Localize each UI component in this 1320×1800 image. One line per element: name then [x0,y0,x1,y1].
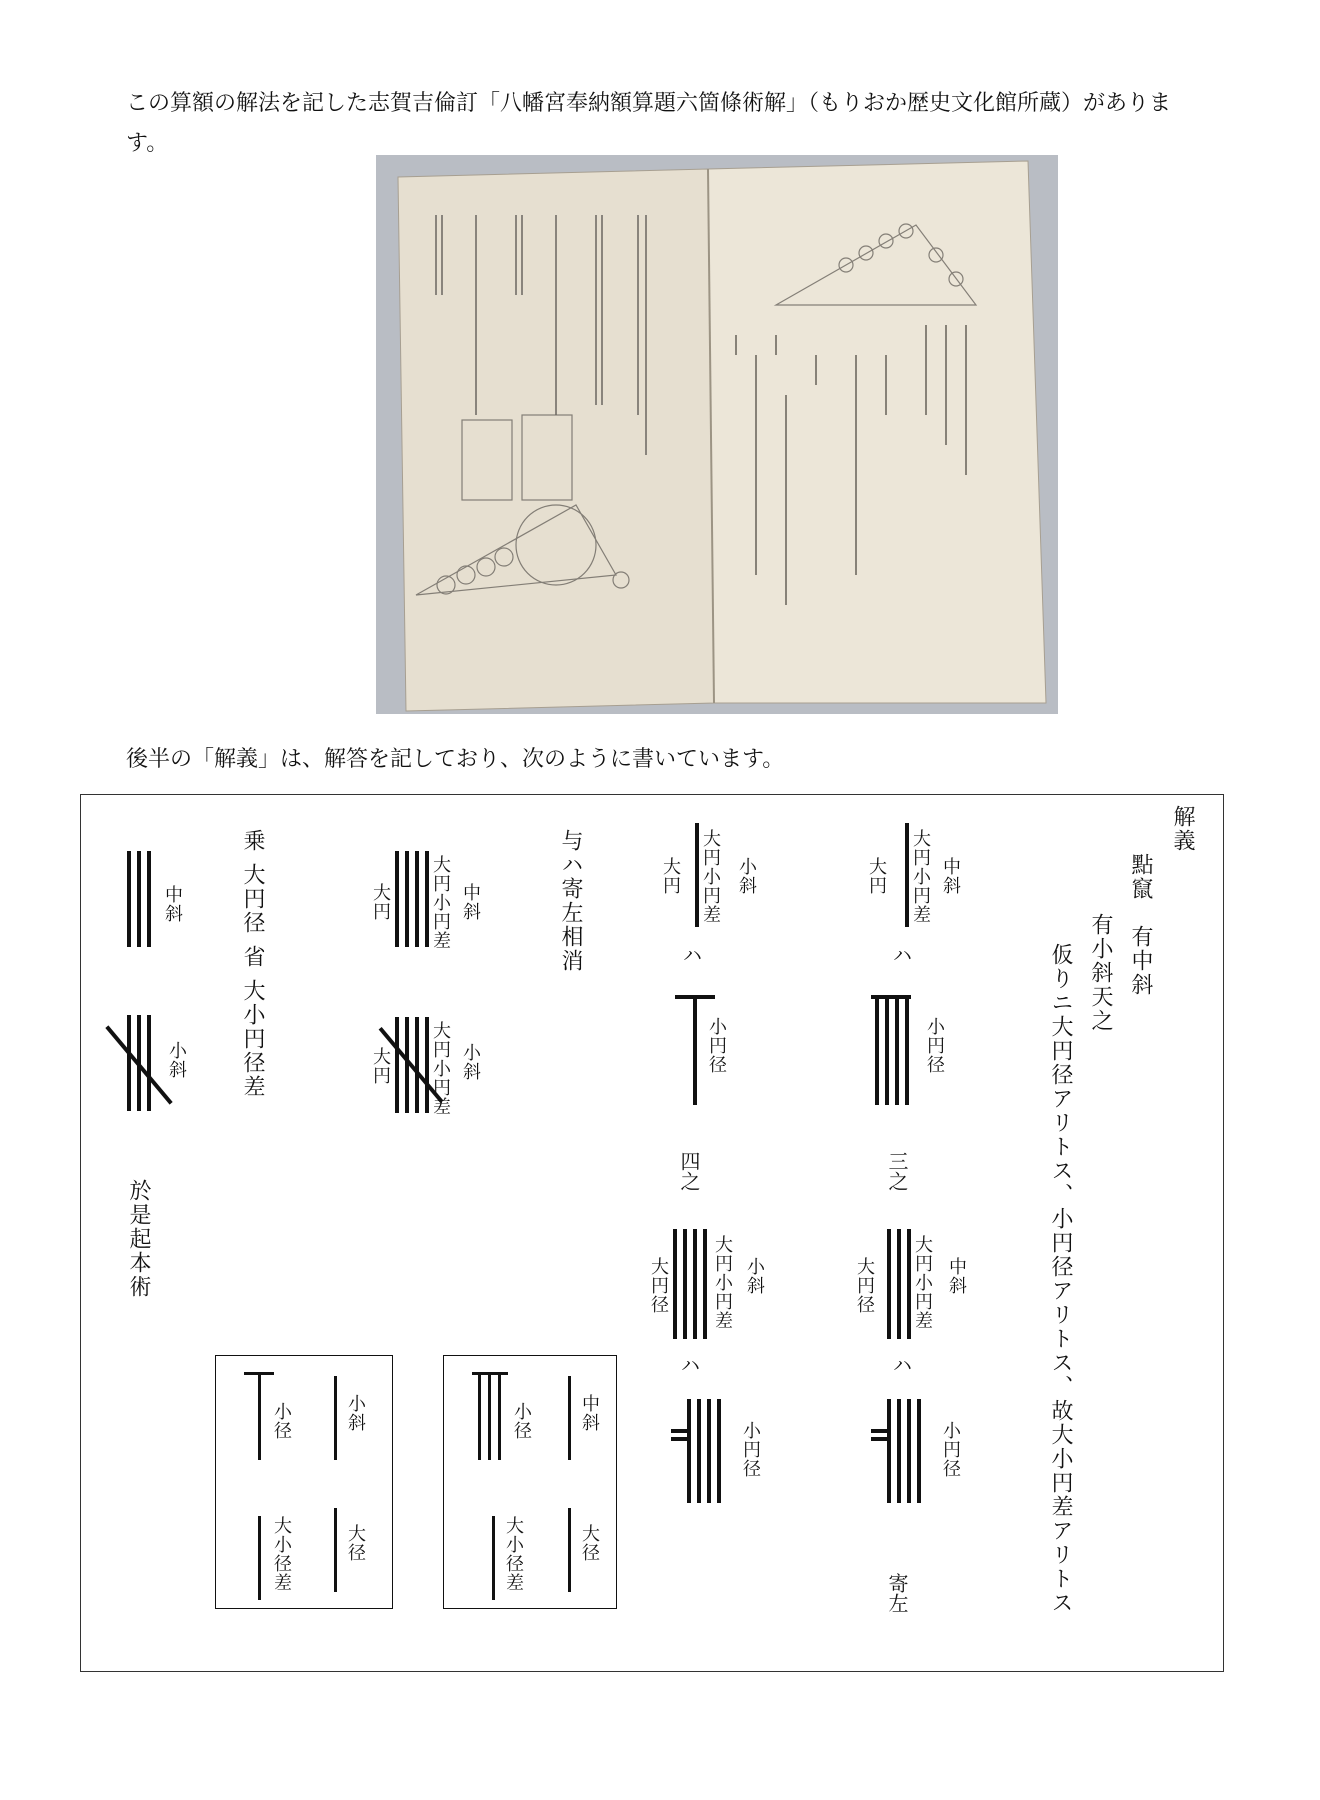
col1-low-label-3: 中斜 [946,1257,967,1295]
counting-rod [478,1372,481,1460]
col5-text [240,829,281,1099]
col1-low-label-2: 大円径 [854,1257,875,1314]
box-left-label-1: 小径 [271,1402,292,1440]
col1-bottom-label: 小円径 [940,1421,961,1478]
counting-rod [905,995,909,1105]
col2-top-label-1: 大円小円差 [700,829,721,924]
counting-rod [697,1399,701,1503]
counting-rod [147,851,151,947]
counting-rod [905,823,909,927]
col4-low-label-2: 大円 [370,1047,391,1085]
counting-rod [907,1399,911,1503]
col2-ha2: ハ [677,1355,701,1375]
col2-top-label-3: 小斜 [736,857,757,895]
counting-rod [334,1508,337,1592]
col1-sannoyuki: 三之 [885,1151,909,1191]
col1-ha2: ハ [889,1355,913,1375]
explanation-line2: 有小斜天之 [1088,913,1113,1033]
col2-ha1: ハ [679,945,703,965]
col1-ha1: ハ [889,945,913,965]
counting-rod [492,1516,495,1600]
counting-rod [147,1015,151,1111]
counting-rod [897,1399,901,1503]
col2-low-label-1: 大円小円差 [712,1235,733,1330]
explanation-box [80,794,1224,1672]
col2-yonnoyuki: 四之 [677,1151,701,1191]
col4-low-label-1: 大円小円差 [430,1021,451,1116]
counting-rod [488,1372,491,1460]
counting-rod [334,1376,337,1460]
counting-rod [425,851,429,947]
col4-top-label-2: 大円 [370,883,391,921]
counting-rod [425,1017,429,1113]
col6-top-label: 中斜 [162,885,183,923]
explanation-line3: 仮りニ大円径アリトス、小円径アリトス、故大小円差アリトス [1048,943,1073,1615]
counting-rod [897,1229,901,1339]
counting-rod [707,1399,711,1503]
col2-bottom-label: 小円径 [740,1421,761,1478]
box-right-label-3: 大小径差 [503,1516,524,1592]
counting-rod [695,823,699,927]
counting-rod [258,1372,261,1460]
col2-mid-label: 小円径 [706,1017,727,1074]
counting-rod [693,995,697,1105]
counting-rod [395,1017,399,1113]
col4-top-label-1: 大円小円差 [430,855,451,950]
col2-low-label-3: 小斜 [744,1257,765,1295]
counting-rod [395,851,399,947]
col6-conclusion: 於是起本術 [126,1179,151,1299]
counting-rod [415,851,419,947]
counting-rod [127,851,131,947]
manuscript-photo [376,155,1058,714]
col1-top-label-1: 大円小円差 [910,829,931,924]
col1-mid-label: 小円径 [924,1017,945,1074]
box-right-label-1: 小径 [511,1402,532,1440]
col5-text-d: 大小円径差 [240,979,265,1099]
counting-rod [875,995,879,1105]
box-left-label-3: 大小径差 [271,1516,292,1592]
answer-box-left [215,1355,393,1609]
counting-rod [415,1017,419,1113]
col1-top-label-2: 大円 [866,857,887,895]
caption-paragraph: 後半の「解義」は、解答を記しており、次のように書いています。 [126,747,785,772]
counting-rod [717,1399,721,1503]
col6-low-label: 小斜 [166,1041,187,1079]
explanation-line1: 點竄 有中斜 [1128,853,1153,997]
counting-rod [137,851,141,947]
counting-rod [885,995,889,1105]
box-right-label-2: 大径 [579,1524,600,1562]
col1-yose: 寄左 [885,1573,909,1613]
counting-rod [687,1399,691,1503]
manuscript-photo-icon [376,155,1058,714]
counting-rod [568,1376,571,1460]
col2-top-label-2: 大円 [660,857,681,895]
counting-rod [693,1229,697,1339]
col5-text-c: 省 [240,945,265,969]
counting-rod [887,1399,891,1503]
col5-text-a: 乗 [240,829,265,853]
counting-rod [258,1516,261,1600]
explanation-title: 解義 [1170,805,1195,853]
counting-rod [673,1229,677,1339]
counting-rod [703,1229,707,1339]
counting-rod [405,851,409,947]
col4-low-label-3: 小斜 [460,1043,481,1081]
counting-rod [907,1229,911,1339]
counting-rod [917,1399,921,1503]
col1-top-label-3: 中斜 [940,857,961,895]
counting-rod [683,1229,687,1339]
counting-rod [127,1015,131,1111]
counting-rod [498,1372,501,1460]
col5-text-b: 大円径 [240,863,265,935]
answer-box-right [443,1355,617,1609]
box-right-label-0: 中斜 [579,1394,600,1432]
col1-low-label-1: 大円小円差 [912,1235,933,1330]
col3-text: 与ハ寄左相消 [558,829,583,973]
counting-rod [568,1508,571,1592]
counting-rod [887,1229,891,1339]
box-left-label-0: 小斜 [345,1394,366,1432]
col4-top-label-3: 中斜 [460,883,481,921]
box-left-label-2: 大径 [345,1524,366,1562]
intro-paragraph: この算額の解法を記した志賀吉倫訂「八幡宮奉納額算題六箇條術解」（もりおか歴史文化館所蔵）があります。 [126,91,1172,156]
col2-low-label-2: 大円径 [648,1257,669,1314]
counting-rod [895,995,899,1105]
